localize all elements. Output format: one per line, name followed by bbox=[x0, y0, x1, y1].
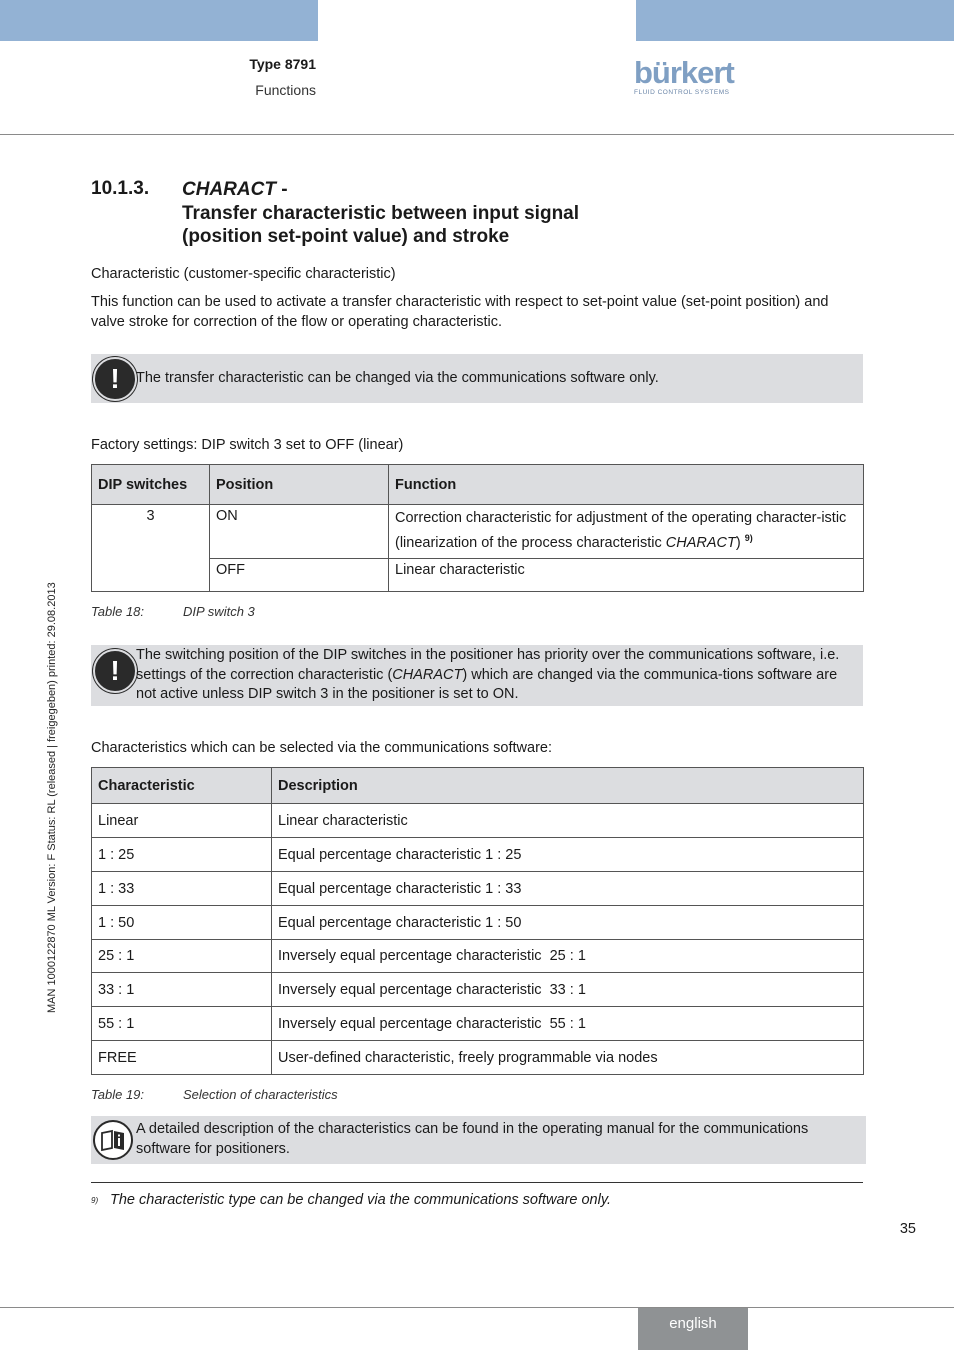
table-row bbox=[92, 940, 864, 973]
characteristic-cell: 33 : 1 bbox=[92, 973, 272, 1007]
section-title-line3: (position set-point value) and stroke bbox=[182, 226, 510, 247]
intro-paragraph-1: Characteristic (customer-specific characteristic) bbox=[91, 266, 396, 282]
factory-settings: Factory settings: DIP switch 3 set to OFF (linear) bbox=[91, 437, 404, 453]
function-close: ) bbox=[735, 534, 745, 551]
column-header: Characteristic bbox=[92, 768, 272, 804]
characteristic-cell: 1 : 50 bbox=[92, 906, 272, 940]
characteristic-cell: Linear bbox=[92, 804, 272, 838]
column-header: Description bbox=[272, 768, 864, 804]
logo-wordmark: bürkert bbox=[634, 55, 734, 90]
table-header-row bbox=[92, 768, 864, 804]
table19-caption-text: Selection of characteristics bbox=[183, 1087, 338, 1102]
doc-type: Type 8791 bbox=[249, 56, 316, 72]
header-bar-right bbox=[636, 0, 954, 41]
column-header: DIP switches bbox=[92, 465, 210, 505]
table19-caption-number: Table 19: bbox=[91, 1087, 145, 1102]
characteristic-cell: FREE bbox=[92, 1041, 272, 1075]
position-cell: ON bbox=[210, 505, 389, 559]
description-cell: Equal percentage characteristic 1 : 50 bbox=[272, 906, 864, 940]
intro-paragraph-2: This function can be used to activate a transfer characteristic with respect to set-point value (set-point position) and valve stroke for correction of the flow or operating characteristic. bbox=[91, 294, 829, 330]
exclamation-icon: ! bbox=[93, 357, 137, 401]
description-cell: User-defined characteristic, freely programmable via nodes bbox=[272, 1041, 864, 1075]
note-software-only bbox=[91, 354, 863, 403]
note-keyword: CHARACT bbox=[392, 666, 463, 683]
section-dash: - bbox=[275, 179, 288, 200]
note-detailed-description bbox=[91, 1116, 866, 1164]
table-row bbox=[92, 505, 864, 559]
description-cell: Linear characteristic bbox=[272, 804, 864, 838]
characteristic-cell: 1 : 33 bbox=[92, 872, 272, 906]
burkert-logo bbox=[634, 55, 734, 96]
characteristic-cell: 25 : 1 bbox=[92, 940, 272, 973]
page-number: 35 bbox=[899, 1221, 916, 1237]
column-header: Position bbox=[210, 465, 389, 505]
section-title-line2: Transfer characteristic between input signal bbox=[182, 202, 580, 224]
footnote-ref: 9) bbox=[744, 533, 753, 543]
dip-switch-number: 3 bbox=[92, 505, 210, 592]
logo-tagline: FLUID CONTROL SYSTEMS bbox=[634, 89, 730, 96]
table-row bbox=[92, 973, 864, 1007]
doc-section: Functions bbox=[255, 82, 316, 98]
note-text: The transfer characteristic can be changed via the communications software only. bbox=[136, 370, 659, 386]
table-row bbox=[92, 1041, 864, 1075]
note-text: A detailed description of the characteristics can be found in the operating manual for the communications software for positioners. bbox=[136, 1121, 809, 1157]
table18-caption-text: DIP switch 3 bbox=[183, 604, 255, 619]
table-row bbox=[92, 906, 864, 940]
section-title bbox=[182, 178, 782, 249]
table-row bbox=[92, 838, 864, 872]
function-cell bbox=[389, 505, 864, 559]
footnote-text: The characteristic type can be changed via the communications software only. bbox=[110, 1192, 612, 1208]
header-rule bbox=[0, 134, 954, 135]
exclamation-icon: ! bbox=[93, 649, 137, 693]
function-cell: Linear characteristic bbox=[389, 559, 864, 592]
table-row bbox=[92, 1007, 864, 1041]
section-keyword: CHARACT bbox=[182, 179, 276, 200]
characteristic-cell: 55 : 1 bbox=[92, 1007, 272, 1041]
description-cell: Equal percentage characteristic 1 : 25 bbox=[272, 838, 864, 872]
function-keyword: CHARACT bbox=[665, 534, 736, 551]
table18-caption-number: Table 18: bbox=[91, 604, 145, 619]
dip-switch-table bbox=[91, 464, 864, 592]
note-text-post: ) which are changed via the communica-tions software are not active unless DIP switch 3 in the positioner is set to ON. bbox=[136, 666, 838, 702]
characteristic-cell: 1 : 25 bbox=[92, 838, 272, 872]
footnote-rule bbox=[91, 1182, 863, 1183]
function-text: Correction characteristic for adjustment of the operating character-istic (linearization of the process characteristic bbox=[395, 510, 847, 551]
position-cell: OFF bbox=[210, 559, 389, 592]
footer-rule bbox=[0, 1307, 954, 1308]
table-header-row bbox=[92, 465, 864, 505]
info-book-icon bbox=[93, 1120, 133, 1160]
section-number: 10.1.3. bbox=[91, 178, 150, 199]
characteristics-table bbox=[91, 767, 864, 1075]
document-side-info: MAN 1000122870 ML Version: F Status: RL (released | freigegeben) printed: 29.08.2013 bbox=[46, 582, 58, 1013]
header-bar-left bbox=[0, 0, 318, 41]
note-dip-priority bbox=[91, 645, 863, 706]
selectable-intro: Characteristics which can be selected via the communications software: bbox=[91, 740, 552, 756]
language-tab: english bbox=[638, 1308, 748, 1350]
table-row bbox=[92, 872, 864, 906]
description-cell: Inversely equal percentage characteristic 25 : 1 bbox=[272, 940, 864, 973]
description-cell: Equal percentage characteristic 1 : 33 bbox=[272, 872, 864, 906]
column-header: Function bbox=[389, 465, 864, 505]
description-cell: Inversely equal percentage characteristic 55 : 1 bbox=[272, 1007, 864, 1041]
note-text bbox=[136, 646, 855, 705]
footnote-mark: 9) bbox=[91, 1196, 99, 1205]
table-row bbox=[92, 804, 864, 838]
description-cell: Inversely equal percentage characteristic 33 : 1 bbox=[272, 973, 864, 1007]
note-text-pre: The switching position of the DIP switches in the positioner has priority over the communications software, i.e. settings of the correction characteristic ( bbox=[136, 647, 840, 683]
